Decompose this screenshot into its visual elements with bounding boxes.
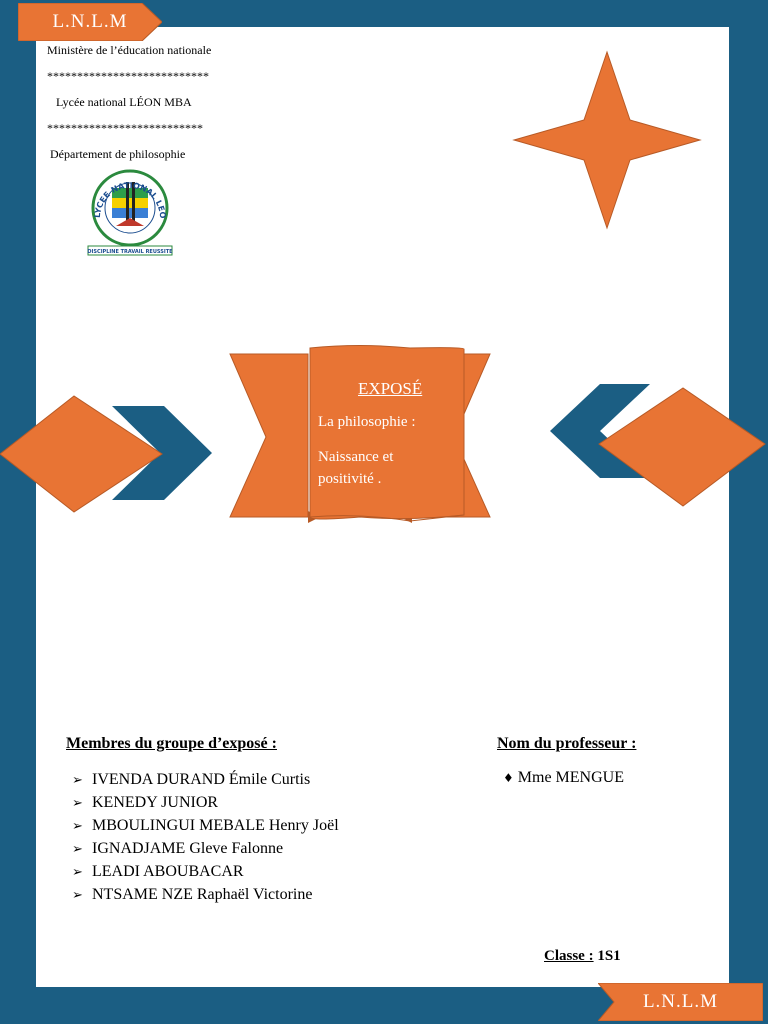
list-item: [72, 860, 339, 883]
banner-subtitle-2: Naissance et positivité .: [318, 449, 394, 487]
arrow-bullet-icon: ➢: [72, 888, 83, 903]
professor-name-row: [503, 769, 624, 787]
list-item: [72, 814, 339, 837]
lycee-name: Lycée national LÉON MBA: [56, 95, 192, 109]
logo-motto: DISCIPLINE TRAVAIL REUSSITE: [87, 249, 173, 255]
lnlm-tag-bottom-text: L.N.L.M: [642, 991, 719, 1012]
member-name: KENEDY JUNIOR: [92, 794, 219, 811]
member-name: MBOULINGUI MEBALE Henry Joël: [92, 817, 339, 834]
classe-row: [544, 948, 621, 965]
banner-title: EXPOSÉ: [358, 379, 423, 398]
arrow-bullet-icon: ➢: [72, 819, 83, 834]
list-item: [72, 791, 339, 814]
banner-subtitle-1: La philosophie :: [318, 414, 416, 430]
member-name: IGNADJAME Gleve Falonne: [92, 840, 284, 857]
ministry-text: Ministère de l’éducation nationale: [47, 43, 212, 57]
separator-stars-1: ***************************: [47, 69, 209, 83]
arrow-bullet-icon: ➢: [72, 796, 83, 811]
left-diamond: [0, 394, 164, 514]
members-heading: Membres du groupe d’exposé :: [66, 735, 277, 752]
arrow-bullet-icon: ➢: [72, 773, 83, 788]
separator-stars-2: **************************: [47, 121, 203, 135]
lnlm-tag-bottom: [598, 983, 763, 1021]
professor-heading: Nom du professeur :: [497, 735, 637, 752]
diamond-bullet-icon: ♦: [503, 771, 514, 785]
professor-name: Mme MENGUE: [517, 769, 624, 786]
lnlm-tag-top: [18, 3, 162, 41]
list-item: [72, 768, 339, 791]
classe-value: 1S1: [597, 948, 621, 964]
expose-ribbon-banner: [228, 345, 492, 527]
right-diamond: [597, 386, 767, 508]
member-name: NTSAME NZE Raphaël Victorine: [92, 886, 313, 903]
list-item: [72, 883, 339, 906]
logo-ring-text: LYCEE NATIONAL LEO: [92, 180, 168, 219]
four-point-star: [512, 50, 702, 230]
arrow-bullet-icon: ➢: [72, 865, 83, 880]
lnlm-tag-top-text: L.N.L.M: [52, 11, 128, 32]
department-text: Département de philosophie: [50, 147, 186, 161]
member-name: LEADI ABOUBACAR: [92, 863, 244, 880]
classe-label: Classe :: [544, 948, 594, 964]
members-list: [72, 768, 339, 906]
arrow-bullet-icon: ➢: [72, 842, 83, 857]
list-item: [72, 837, 339, 860]
member-name: IVENDA DURAND Émile Curtis: [92, 771, 311, 788]
school-logo: [86, 168, 174, 256]
